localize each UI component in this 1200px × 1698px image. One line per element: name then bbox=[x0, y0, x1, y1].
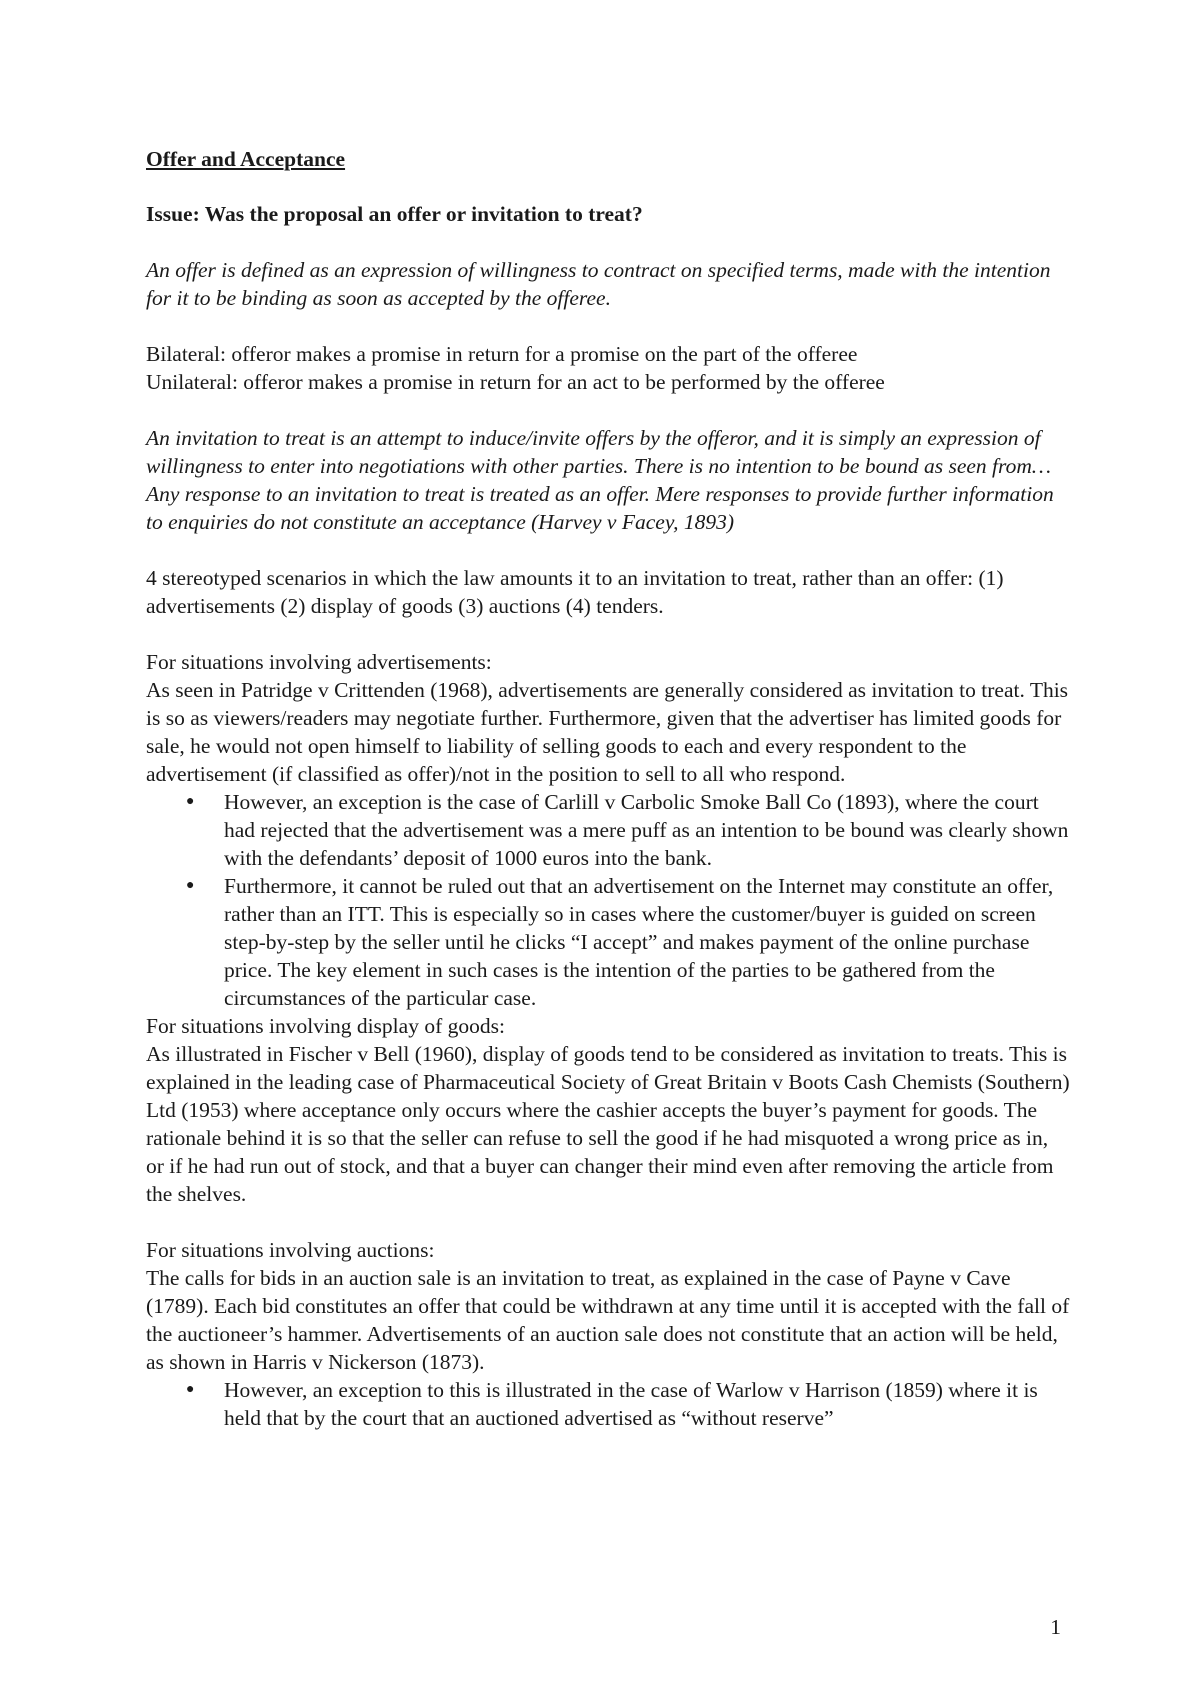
display-heading: For situations involving display of goods: bbox=[146, 1014, 505, 1038]
advertisements-body: As seen in Patridge v Crittenden (1968), advertisements are generally considered as invitation to treat. This is so as viewers/readers may negotiate further. Furthermore, given that the advertiser has limited goods for sale, he would not open himself to liability of selling goods to each and every respondent to the advertisement (if classified as offer)/not in the position to sell to all who respond. bbox=[146, 678, 1069, 786]
list-item: ● Furthermore, it cannot be ruled out that an advertisement on the Internet may constitute an offer, rather than an ITT. This is especially so in cases where the customer/buyer is guided on screen step-by-step by the seller until he clicks “I accept” and makes payment of the online purchase price. The key element in such cases is the intention of the parties to be gathered from the circumstances of the particular case. bbox=[146, 872, 1071, 1012]
advertisements-heading: For situations involving advertisements: bbox=[146, 650, 492, 674]
page-number: 1 bbox=[1050, 1615, 1061, 1639]
itt-definition: An invitation to treat is an attempt to induce/invite offers by the offeror, and it is simply an expression of willingness to enter into negotiations with other parties. There is no intention to be bound as seen from… bbox=[146, 426, 1051, 478]
auctions-heading: For situations involving auctions: bbox=[146, 1238, 435, 1262]
scenarios-text: 4 stereotyped scenarios in which the law amounts it to an invitation to treat, rather than an offer: (1) advertisements (2) display of goods (3) auctions (4) tenders. bbox=[146, 566, 1004, 618]
unilateral-text: Unilateral: offeror makes a promise in return for an act to be performed by the offeree bbox=[146, 370, 885, 394]
issue-heading: Issue: Was the proposal an offer or invitation to treat? bbox=[146, 202, 643, 226]
itt-response: Any response to an invitation to treat is treated as an offer. Mere responses to provide further information to enquiries do not constitute an acceptance (Harvey v Facey, 1893) bbox=[146, 482, 1054, 534]
bilateral-text: Bilateral: offeror makes a promise in return for a promise on the part of the offeree bbox=[146, 342, 858, 366]
auctions-bullet-list bbox=[146, 1376, 1071, 1432]
advertisements-bullet-list bbox=[146, 788, 1071, 1012]
auctions-body: The calls for bids in an auction sale is an invitation to treat, as explained in the case of Payne v Cave (1789). Each bid constitutes an offer that could be withdrawn at any time until it is accepted with the fall of the auctioneer’s hammer. Advertisements of an auction sale does not constitute that an action will be held, as shown in Harris v Nickerson (1873). bbox=[146, 1266, 1070, 1374]
list-item: ● However, an exception to this is illustrated in the case of Warlow v Harrison (1859) where it is held that by the court that an auctioned advertised as “without reserve” bbox=[146, 1376, 1071, 1432]
list-item: ● However, an exception is the case of Carlill v Carbolic Smoke Ball Co (1893), where the court had rejected that the advertisement was a mere puff as an intention to be bound was clearly shown with the defendants’ deposit of 1000 euros into the bank. bbox=[146, 788, 1071, 872]
offer-definition: An offer is defined as an expression of willingness to contract on specified terms, made with the intention for it to be binding as soon as accepted by the offeree. bbox=[146, 258, 1051, 310]
document-body bbox=[146, 145, 1071, 1432]
document-title: Offer and Acceptance bbox=[146, 147, 346, 171]
display-body: As illustrated in Fischer v Bell (1960), display of goods tend to be considered as invitation to treats. This is explained in the leading case of Pharmaceutical Society of Great Britain v Boots Cash Chemists (Southern) Ltd (1953) where acceptance only occurs where the cashier accepts the buyer’s payment for goods. The rationale behind it is so that the seller can refuse to sell the good if he had misquoted a wrong price as in, or if he had run out of stock, and that a buyer can changer their mind even after removing the article from the shelves. bbox=[146, 1042, 1070, 1206]
